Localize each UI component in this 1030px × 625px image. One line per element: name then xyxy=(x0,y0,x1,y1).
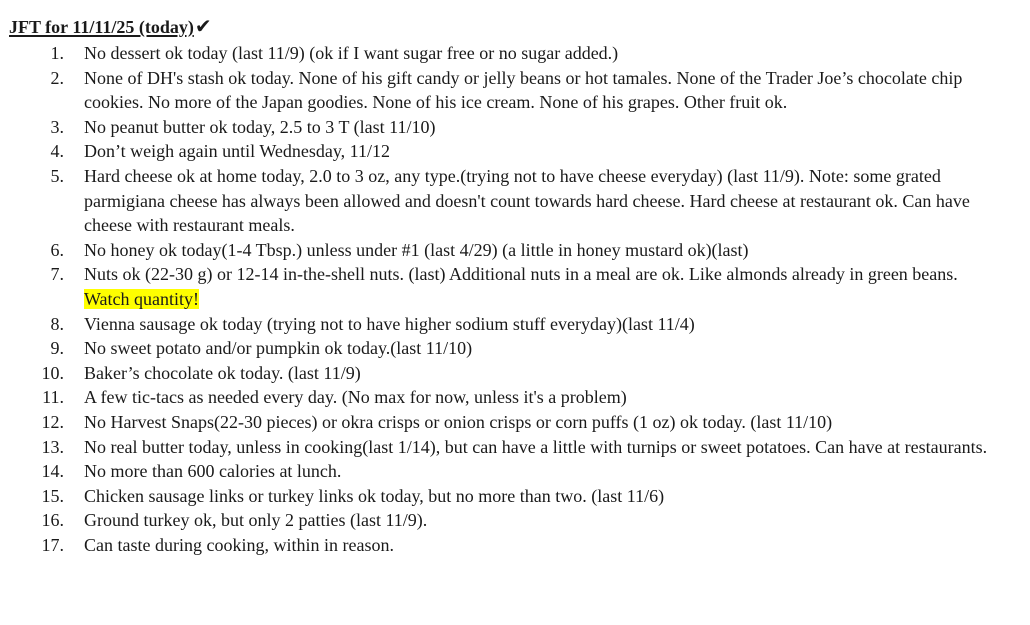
list-item xyxy=(0,508,1030,533)
item-text: Ground turkey ok, but only 2 patties (last 11/9). xyxy=(84,510,428,531)
item-text: No dessert ok today (last 11/9) (ok if I want sugar free or no sugar added.) xyxy=(84,43,619,63)
list-item xyxy=(0,41,1030,66)
item-text: No more than 600 calories at lunch. xyxy=(84,461,342,482)
item-number: 7. xyxy=(50,264,64,285)
highlighted-text: Watch quantity! xyxy=(84,288,200,309)
item-text: Nuts ok (22-30 g) or 12-14 in-the-shell nuts. (last) Additional nuts in a meal are ok. Like almonds already in green beans. xyxy=(84,264,958,285)
list-item xyxy=(0,164,1030,238)
item-number: 15. xyxy=(41,485,64,506)
item-text: Vienna sausage ok today (trying not to have higher sodium stuff everyday)(last 11/4) xyxy=(84,313,695,334)
item-number: 10. xyxy=(41,362,64,383)
list-item xyxy=(0,459,1030,484)
item-text: None of DH's stash ok today. None of his gift candy or jelly beans or hot tamales. None of the Trader Joe’s chocolate chip cookies. No more of the Japan goodies. None of his ice cream. None of his grapes. Other fruit ok. xyxy=(84,67,963,113)
item-number: 2. xyxy=(50,67,64,88)
item-text: No real butter today, unless in cooking(last 1/14), but can have a little with turnips or sweet potatoes. Can have at restaurants. xyxy=(84,436,988,457)
list-item xyxy=(0,336,1030,361)
list-item xyxy=(0,533,1030,558)
item-number: 1. xyxy=(50,43,64,63)
food-rules-list xyxy=(0,41,1030,557)
item-number: 13. xyxy=(41,436,64,457)
item-text: Baker’s chocolate ok today. (last 11/9) xyxy=(84,362,361,383)
item-number: 6. xyxy=(50,239,64,260)
list-item xyxy=(0,435,1030,460)
item-number: 14. xyxy=(41,461,64,482)
list-item xyxy=(0,115,1030,140)
item-text: Don’t weigh again until Wednesday, 11/12 xyxy=(84,141,390,162)
list-item xyxy=(0,312,1030,337)
list-item xyxy=(0,484,1030,509)
item-number: 16. xyxy=(41,510,64,531)
list-item xyxy=(0,262,1030,311)
item-number: 17. xyxy=(41,534,64,555)
list-item xyxy=(0,66,1030,115)
document-heading: JFT for 11/11/25 (today) xyxy=(9,17,194,37)
item-number: 12. xyxy=(41,411,64,432)
item-number: 9. xyxy=(50,338,64,359)
list-item xyxy=(0,361,1030,386)
list-item xyxy=(0,139,1030,164)
item-text: Can taste during cooking, within in reason. xyxy=(84,534,394,555)
item-text: Hard cheese ok at home today, 2.0 to 3 oz, any type.(trying not to have cheese everyday) (last 11/9). Note: some grated parmigiana cheese has always been allowed and doesn't count towards hard cheese. Hard cheese at restaurant ok. Can have cheese with restaurant meals. xyxy=(84,165,970,236)
item-number: 8. xyxy=(50,313,64,334)
checkmark-icon: ✔ xyxy=(194,16,212,38)
list-item xyxy=(0,410,1030,435)
item-text: No honey ok today(1-4 Tbsp.) unless under #1 (last 4/29) (a little in honey mustard ok)(last) xyxy=(84,239,749,260)
item-text: A few tic-tacs as needed every day. (No max for now, unless it's a problem) xyxy=(84,387,627,408)
item-text: No sweet potato and/or pumpkin ok today.(last 11/10) xyxy=(84,338,473,359)
item-text: No peanut butter ok today, 2.5 to 3 T (last 11/10) xyxy=(84,116,436,137)
item-text: Chicken sausage links or turkey links ok today, but no more than two. (last 11/6) xyxy=(84,485,665,506)
item-text-container xyxy=(84,262,1004,311)
heading-row xyxy=(9,15,212,39)
list-item xyxy=(0,385,1030,410)
list-item xyxy=(0,238,1030,263)
item-number: 3. xyxy=(50,116,64,137)
item-number: 5. xyxy=(50,165,64,186)
item-number: 4. xyxy=(50,141,64,162)
item-text: No Harvest Snaps(22-30 pieces) or okra crisps or onion crisps or corn puffs (1 oz) ok today. (last 11/10) xyxy=(84,411,833,432)
item-number: 11. xyxy=(42,387,64,408)
